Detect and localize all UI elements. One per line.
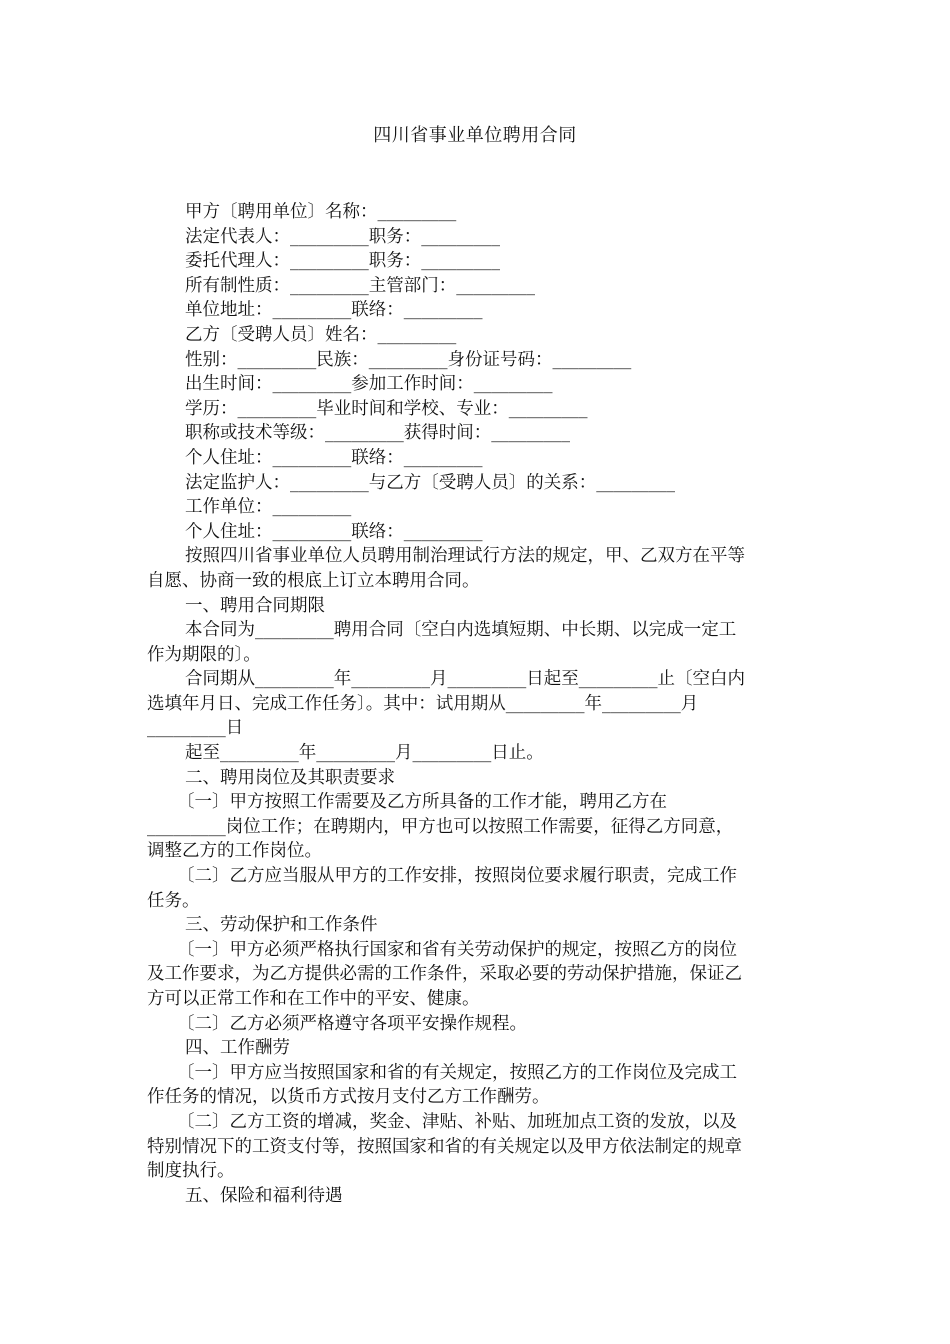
paragraph-line: 〔二〕乙方应当服从甲方的工作安排，按照岗位要求履行职责，完成工作	[177, 866, 737, 887]
paragraph-line: 作为期限的〕。	[147, 644, 261, 665]
paragraph-line: 方可以正常工作和在工作中的平安、健康。	[147, 989, 480, 1009]
guardian-address-line: 个人住址：_________联络：_________	[185, 521, 483, 542]
intro-paragraph-line: 自愿、协商一致的根底上订立本聘用合同。	[147, 570, 480, 591]
paragraph-line: 选填年月日、完成工作任务〕。其中：试用期从_________年_________月	[147, 693, 699, 714]
birth-line: 出生时间：_________参加工作时间：_________	[185, 374, 553, 395]
paragraph-line: 及工作要求，为乙方提供必需的工作条件，采取必要的劳动保护措施，保证乙	[147, 964, 742, 985]
paragraph-line: 任务。	[147, 890, 200, 911]
party-b-name-line: 乙方〔受聘人员〕姓名：_________	[185, 324, 457, 345]
paragraph-line: 合同期从_________年_________月_________日起至_________止〔空白内	[185, 669, 745, 690]
document-title: 四川省事业单位聘用合同	[373, 125, 577, 146]
paragraph-line: 作任务的情况，以货币方式按月支付乙方工作酬劳。	[147, 1087, 550, 1108]
document-body	[147, 200, 802, 1208]
paragraph-line: 〔二〕乙方工资的增减，奖金、津贴、补贴、加班加点工资的发放，以及	[177, 1111, 737, 1132]
section-heading: 五、保险和福利待遇	[185, 1185, 343, 1206]
work-unit-line: 工作单位：_________	[185, 497, 352, 518]
party-a-name-line: 甲方〔聘用单位〕名称：_________	[185, 202, 457, 222]
personal-address-line: 个人住址：_________联络：_________	[185, 447, 483, 468]
section-heading: 二、聘用岗位及其职责要求	[185, 767, 395, 788]
authorized-agent-line: 委托代理人：_________职务：_________	[185, 251, 500, 272]
section-heading: 四、工作酬劳	[185, 1038, 290, 1059]
guardian-line: 法定监护人：_________与乙方〔受聘人员〕的关系：_________	[185, 472, 675, 493]
paragraph-line: 本合同为_________聘用合同〔空白内选填短期、中长期、以完成一定工	[185, 620, 737, 641]
paragraph-line: 制度执行。	[147, 1161, 235, 1182]
education-line: 学历：_________毕业时间和学校、专业：_________	[185, 398, 588, 419]
paragraph-line: 〔一〕甲方应当按照国家和省的有关规定，按照乙方的工作岗位及完成工	[177, 1062, 737, 1083]
paragraph-line: 特别情况下的工资支付等，按照国家和省的有关规定以及甲方依法制定的规章	[147, 1136, 742, 1157]
legal-representative-line: 法定代表人：_________职务：_________	[185, 226, 500, 247]
intro-paragraph-line: 按照四川省事业单位人员聘用制治理试行方法的规定，甲、乙双方在平等	[185, 546, 745, 567]
gender-line: 性别：_________民族：_________身份证号码：_________	[185, 349, 632, 370]
section-heading: 一、聘用合同期限	[185, 595, 325, 616]
paragraph-line: 〔一〕甲方按照工作需要及乙方所具备的工作才能，聘用乙方在	[177, 792, 667, 813]
paragraph-line: 起至_________年_________月_________日止。	[185, 743, 544, 764]
paragraph-line: _________日	[147, 718, 244, 739]
paragraph-line: _________岗位工作；在聘期内，甲方也可以按照工作需要，征得乙方同意，	[147, 816, 734, 837]
section-heading: 三、劳动保护和工作条件	[185, 915, 378, 936]
unit-address-line: 单位地址：_________联络：_________	[185, 300, 483, 321]
paragraph-line: 〔一〕甲方必须严格执行国家和省有关劳动保护的规定，按照乙方的岗位	[177, 939, 737, 960]
paragraph-line: 调整乙方的工作岗位。	[147, 841, 322, 862]
ownership-line: 所有制性质：_________主管部门：_________	[185, 275, 535, 296]
title-grade-line: 职称或技术等级：_________获得时间：_________	[185, 423, 570, 444]
paragraph-line: 〔二〕乙方必须严格遵守各项平安操作规程。	[177, 1013, 527, 1034]
